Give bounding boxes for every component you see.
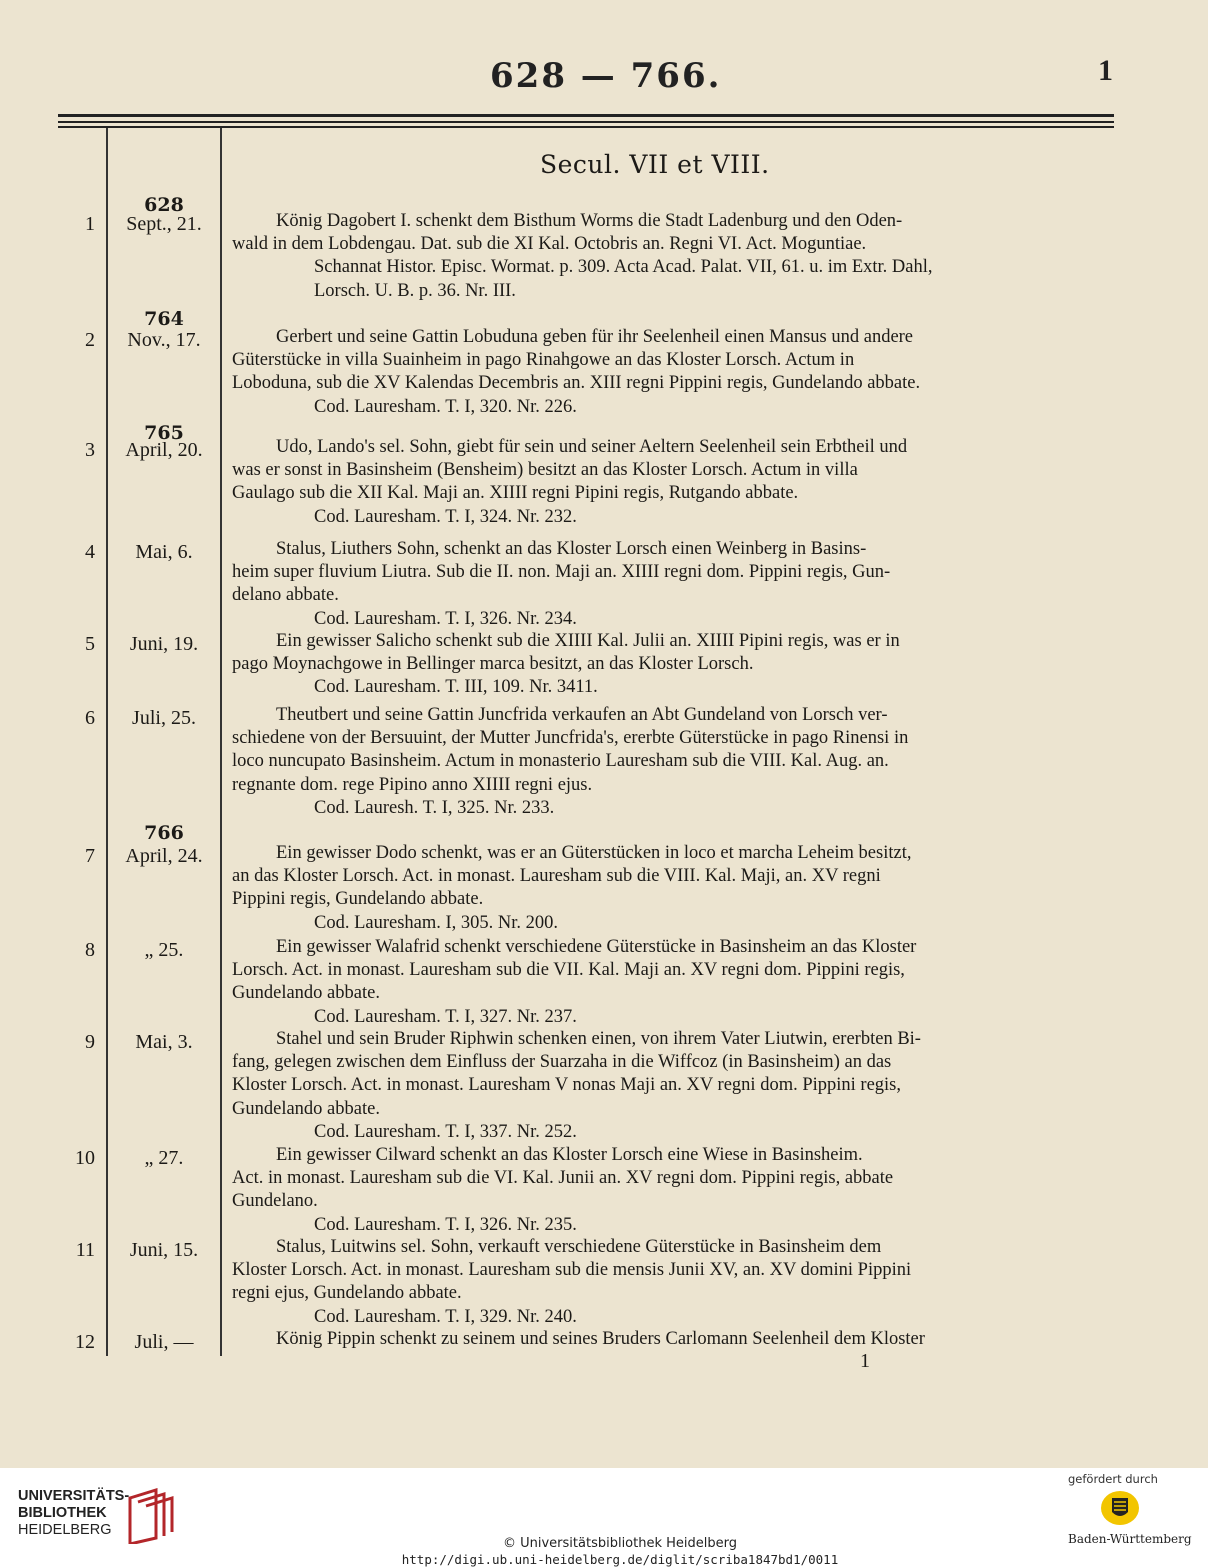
- entry-number: 3: [85, 439, 95, 461]
- entry-text: [232, 630, 1113, 700]
- entry-text-line: fang, gelegen zwischen dem Einfluss der Suarzaha in die Wiffcoz (in Basinsheim) an das: [232, 1052, 892, 1073]
- entry-text-line: regni ejus, Gundelando abbate.: [232, 1283, 462, 1304]
- library-logo-icon: [126, 1488, 174, 1544]
- section-title: Secul. VII et VIII.: [540, 150, 770, 179]
- entry-text-line: König Pippin schenkt zu seinem und seines Bruders Carlomann Seelenheil dem Kloster: [276, 1329, 925, 1349]
- entry-text-line: Pippini regis, Gundelando abbate.: [232, 889, 484, 910]
- entry-text-line: Gundelano.: [232, 1191, 318, 1212]
- entry-number: 11: [75, 1239, 95, 1261]
- entry-text-line: heim super fluvium Liutra. Sub die II. non. Maji an. XIIII regni dom. Pippini regis, Gun-: [232, 562, 891, 583]
- column-divider-date: [220, 128, 222, 1356]
- entry-number: 10: [75, 1147, 95, 1169]
- entry-year: 764: [144, 308, 184, 330]
- coat-of-arms-icon: [1100, 1488, 1140, 1528]
- entry-text-line: was er sonst in Basinsheim (Bensheim) besitzt an das Kloster Lorsch. Actum in villa: [232, 460, 858, 481]
- entry-text-line: Gaulago sub die XII Kal. Maji an. XIIII regni Pipini regis, Rutgando abbate.: [232, 483, 799, 504]
- entry-date: „ 25.: [144, 939, 184, 961]
- entry-text: [232, 326, 1113, 419]
- entry-number: 12: [75, 1331, 95, 1353]
- entry-text-line: Ein gewisser Dodo schenkt, was er an Güterstücken in loco et marcha Leheim besitzt,: [276, 843, 912, 863]
- entry-number: 9: [85, 1031, 95, 1053]
- entry-date: Mai, 6.: [135, 541, 193, 563]
- logo-line-3: HEIDELBERG: [18, 1522, 112, 1538]
- entry-citation: Cod. Lauresham. T. I, 324. Nr. 232.: [314, 506, 577, 527]
- entry-text: [232, 210, 1113, 303]
- logo-line-1: UNIVERSITÄTS-: [18, 1488, 130, 1504]
- entry-text-line: schiedene von der Bersuuint, der Mutter Juncfrida's, ererbte Güterstücke in pago Rinensi in: [232, 728, 909, 749]
- entry-text-line: Lorsch. Act. in monast. Lauresham sub die VII. Kal. Maji an. XV regni dom. Pippini regis,: [232, 960, 905, 981]
- entry-citation: Lorsch. U. B. p. 36. Nr. III.: [314, 280, 516, 301]
- entry-text-line: Ein gewisser Cilward schenkt an das Kloster Lorsch eine Wiese in Basinsheim.: [276, 1145, 863, 1165]
- entry-year: 628: [144, 194, 184, 216]
- entry-text-line: Ein gewisser Walafrid schenkt verschiedene Güterstücke in Basinsheim an das Kloster: [276, 937, 917, 957]
- entry-date: Juli, —: [134, 1331, 194, 1353]
- entry-number: 1: [85, 213, 95, 235]
- entry-date: Nov., 17.: [127, 329, 201, 351]
- entry-text: [232, 538, 1113, 631]
- entry-text-line: Güterstücke in villa Suainheim in pago Rinahgowe an das Kloster Lorsch. Actum in: [232, 350, 855, 371]
- entry-text-line: Gerbert und seine Gattin Lobuduna geben für ihr Seelenheil einen Mansus und andere: [276, 327, 914, 347]
- page-header: [0, 50, 1208, 100]
- entry-number: 8: [85, 939, 95, 961]
- entry-date: Juni, 15.: [129, 1239, 199, 1261]
- entry-date: April, 20.: [125, 439, 203, 461]
- entry-text: [232, 1144, 1113, 1237]
- entry-text-line: Act. in monast. Lauresham sub die VI. Kal. Junii an. XV regni dom. Pippini regis, abbate: [232, 1168, 894, 1189]
- header-rule-thin: [58, 121, 1114, 123]
- entry-date: April, 24.: [125, 845, 203, 867]
- entry-text-line: an das Kloster Lorsch. Act. in monast. Lauresham sub die VIII. Kal. Maji, an. XV regni: [232, 866, 881, 887]
- entry-text: [232, 842, 1113, 935]
- funded-by-label: gefördert durch: [1068, 1472, 1158, 1486]
- entry-text-line: regnante dom. rege Pipino anno XIIII regni ejus.: [232, 774, 593, 795]
- entry-year: 766: [144, 822, 184, 844]
- entry-text: [232, 436, 1113, 529]
- copyright-notice: © Universitätsbibliothek Heidelberg: [502, 1536, 737, 1551]
- entry-date: „ 27.: [144, 1147, 184, 1169]
- entry-citation: Cod. Lauresham. T. I, 329. Nr. 240.: [314, 1306, 577, 1327]
- ub-heidelberg-logo[interactable]: [18, 1488, 178, 1544]
- entry-text: [232, 1028, 1113, 1144]
- entry-citation: Cod. Lauresham. T. I, 320. Nr. 226.: [314, 396, 577, 417]
- entry-text: [232, 1328, 1113, 1351]
- entry-text-line: Stalus, Luitwins sel. Sohn, verkauft verschiedene Güterstücke in Basinsheim dem: [276, 1237, 882, 1257]
- entry-text-line: Gundelando abbate.: [232, 1098, 380, 1119]
- entry-text-line: delano abbate.: [232, 585, 339, 606]
- entry-number: 2: [85, 329, 95, 351]
- entry-citation: Cod. Lauresham. T. I, 326. Nr. 234.: [314, 608, 577, 629]
- logo-text: [18, 1488, 129, 1539]
- entry-text-line: Ein gewisser Salicho schenkt sub die XIIII Kal. Julii an. XIIII Pipini regis, was er in: [276, 631, 900, 651]
- entry-text-line: Kloster Lorsch. Act. in monast. Lauresham V nonas Maji an. XV regni dom. Pippini regis,: [232, 1075, 901, 1096]
- entry-text-line: Loboduna, sub die XV Kalendas Decembris an. XIII regni Pippini regis, Gundelando abbate.: [232, 373, 921, 394]
- entry-text-line: Udo, Lando's sel. Sohn, giebt für sein und seiner Aeltern Seelenheil sein Erbtheil und: [276, 437, 908, 457]
- entry-date: Juli, 25.: [132, 707, 196, 729]
- entry-text-line: Stalus, Liuthers Sohn, schenkt an das Kloster Lorsch einen Weinberg in Basins-: [276, 539, 867, 559]
- entry-text-line: Kloster Lorsch. Act. in monast. Lauresham sub die mensis Junii XV, an. XV domini Pippini: [232, 1260, 912, 1281]
- entry-text: [232, 936, 1113, 1029]
- entry-citation: Cod. Lauresh. T. I, 325. Nr. 233.: [314, 797, 555, 818]
- entry-date: Mai, 3.: [135, 1031, 193, 1053]
- logo-line-2: BIBLIOTHEK: [18, 1505, 107, 1521]
- entry-citation: Cod. Lauresham. T. I, 327. Nr. 237.: [314, 1006, 577, 1027]
- entry-text-line: Stahel und sein Bruder Riphwin schenken einen, von ihrem Vater Liutwin, ererbten Bi-: [276, 1029, 921, 1049]
- entry-citation: Cod. Lauresham. T. I, 337. Nr. 252.: [314, 1121, 577, 1142]
- entry-number: 5: [85, 633, 95, 655]
- entry-text-line: pago Moynachgowe in Bellinger marca besitzt, an das Kloster Lorsch.: [232, 654, 754, 675]
- funder-name: Baden-Württemberg: [1068, 1532, 1192, 1546]
- header-rule-thick: [58, 114, 1114, 117]
- entry-citation: Schannat Histor. Episc. Wormat. p. 309. Acta Acad. Palat. VII, 61. u. im Extr. Dahl,: [314, 257, 933, 278]
- entry-number: 4: [85, 541, 95, 563]
- entry-text-line: loco nuncupato Basinsheim. Actum in monasterio Lauresham sub die VIII. Kal. Aug. an.: [232, 751, 889, 772]
- entry-text-line: Gundelando abbate.: [232, 983, 380, 1004]
- entry-year: 765: [144, 422, 184, 444]
- entry-text: [232, 1236, 1113, 1329]
- entry-text-line: Theutbert und seine Gattin Juncfrida verkaufen an Abt Gundeland von Lorsch ver-: [276, 705, 888, 725]
- entry-text-line: König Dagobert I. schenkt dem Bisthum Worms die Stadt Ladenburg und den Oden-: [276, 211, 903, 231]
- entry-citation: Cod. Lauresham. T. I, 326. Nr. 235.: [314, 1214, 577, 1235]
- header-rule-bottom: [58, 126, 1114, 128]
- entry-number: 7: [85, 845, 95, 867]
- printer-signature: 1: [860, 1350, 870, 1372]
- entry-citation: Cod. Lauresham. T. III, 109. Nr. 3411.: [314, 677, 598, 698]
- permalink[interactable]: http://digi.ub.uni-heidelberg.de/diglit/scriba1847bd1/0011: [401, 1552, 839, 1567]
- entry-date: Juni, 19.: [129, 633, 199, 655]
- year-range-heading: 628 — 766.: [490, 56, 722, 96]
- entry-number: 6: [85, 707, 95, 729]
- entry-text-line: wald in dem Lobdengau. Dat. sub die XI Kal. Octobris an. Regni VI. Act. Moguntiae.: [232, 234, 867, 255]
- entry-date: Sept., 21.: [126, 213, 202, 235]
- entry-citation: Cod. Lauresham. I, 305. Nr. 200.: [314, 912, 559, 933]
- entry-text: [232, 704, 1113, 820]
- page-number: 1: [1098, 54, 1113, 87]
